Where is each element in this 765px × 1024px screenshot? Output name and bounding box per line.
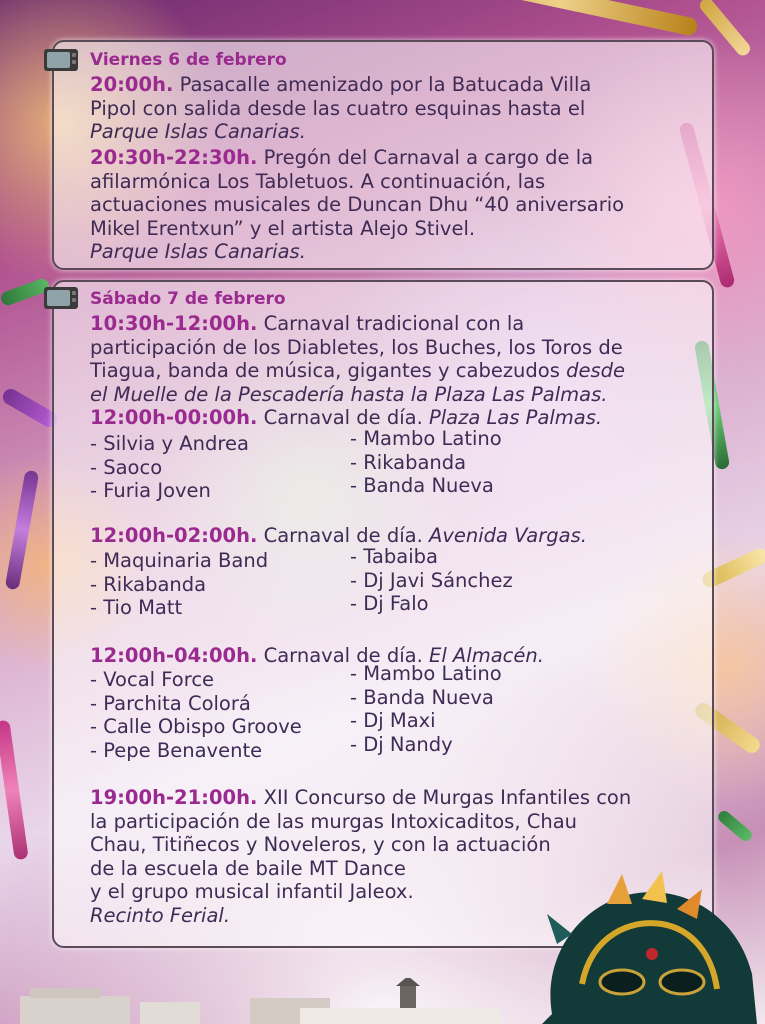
purple-ribbon [0, 386, 60, 430]
event-text: y el grupo musical infantil Jaleox. [90, 880, 414, 903]
lineup-item: - Pepe Benavente [90, 738, 263, 762]
green-ribbon [716, 809, 754, 844]
event-text: Carnaval tradicional con la [257, 312, 525, 335]
event-time: 20:00h. [90, 73, 174, 96]
lineup-item: - Rikabanda [90, 572, 207, 596]
event-desc: Carnaval de día. [257, 406, 429, 429]
event-text: Mikel Erentxun” y el artista Alejo Stivel. [90, 216, 476, 240]
event-place: Avenida Vargas. [429, 524, 587, 547]
lineup-item: - Parchita Colorá [90, 691, 251, 715]
lineup-right [350, 427, 502, 498]
event-place: Parque Islas Canarias. [90, 240, 306, 263]
lineup-item: - Rikabanda [350, 450, 467, 474]
saturday-event-1 [90, 312, 705, 406]
event-time: 12:00h-02:00h. [90, 524, 258, 547]
event-time: 19:00h-21:00h. [90, 786, 258, 809]
event-text: XII Concurso de Murgas Infantiles con [257, 786, 632, 809]
tv-icon [43, 285, 79, 311]
lineup-left [90, 549, 268, 620]
event-time: 12:00h-04:00h. [90, 644, 258, 667]
friday-event-1 [90, 73, 705, 144]
lineup-item: - Dj Maxi [350, 709, 436, 732]
lineup-item: - Dj Nandy [350, 732, 453, 756]
lineup-right [350, 545, 513, 616]
event-desc: Carnaval de día. [257, 644, 429, 667]
lineup-item: - Furia Joven [90, 479, 211, 502]
event-text: Pregón del Carnaval a cargo de la [257, 146, 594, 169]
lineup-left [90, 432, 249, 503]
event-text: Chau, Titiñecos y Noveleros, y con la actuación [90, 833, 551, 856]
town-silhouette [0, 978, 500, 1024]
event-desc: Carnaval de día. [257, 524, 429, 547]
saturday-event-3-heading [90, 524, 705, 548]
friday-day-label: Viernes 6 de febrero [90, 50, 287, 70]
event-text: afilarmónica Los Tabletuos. A continuación, las [90, 169, 546, 193]
lineup-item: - Vocal Force [90, 668, 215, 691]
tv-icon [43, 47, 79, 73]
lineup-left [90, 668, 302, 762]
carnival-mask-icon [512, 864, 757, 1024]
lineup-right [350, 662, 502, 756]
lineup-item: - Maquinaria Band [90, 549, 269, 572]
event-time: 20:30h-22:30h. [90, 146, 258, 169]
saturday-event-2-heading [90, 406, 705, 430]
lineup-item: - Tabaiba [350, 545, 438, 568]
event-text: Tiagua, banda de música, gigantes y cabezudos [90, 359, 567, 382]
event-place: el Muelle de la Pescadería hasta la Plaza Las Palmas. [90, 382, 608, 406]
event-time: 10:30h-12:00h. [90, 312, 258, 335]
event-text: actuaciones musicales de Duncan Dhu “40 aniversario [90, 193, 625, 216]
friday-event-2 [90, 146, 705, 264]
gold-ribbon [421, 0, 699, 37]
lineup-item: - Dj Javi Sánchez [350, 568, 513, 592]
event-place: Plaza Las Palmas. [429, 406, 603, 429]
event-text: Pipol con salida desde las cuatro esquinas hasta el [90, 96, 586, 120]
pink-ribbon [0, 720, 29, 861]
event-time: 12:00h-00:00h. [90, 406, 258, 429]
event-place: desde [566, 359, 625, 382]
lineup-item: - Banda Nueva [350, 474, 494, 497]
event-text: la participación de las murgas Intoxicaditos, Chau [90, 809, 578, 833]
event-text: participación de los Diabletes, los Buches, los Toros de [90, 335, 623, 359]
event-place: El Almacén. [429, 644, 544, 667]
saturday-day-label: Sábado 7 de febrero [90, 289, 286, 309]
lineup-item: - Tio Matt [90, 596, 183, 619]
event-text: de la escuela de baile MT Dance [90, 856, 406, 880]
event-place: Recinto Ferial. [90, 903, 231, 927]
lineup-item: - Dj Falo [350, 592, 429, 615]
lineup-item: - Saoco [90, 455, 163, 479]
purple-ribbon [5, 470, 40, 591]
event-text: Pasacalle amenizado por la Batucada Villa [173, 73, 592, 96]
event-place: Parque Islas Canarias. [90, 120, 306, 143]
lineup-item: - Mambo Latino [350, 427, 502, 450]
lineup-item: - Mambo Latino [350, 662, 502, 685]
lineup-item: - Silvia y Andrea [90, 432, 249, 455]
lineup-item: - Calle Obispo Groove [90, 715, 302, 738]
lineup-item: - Banda Nueva [350, 685, 494, 709]
